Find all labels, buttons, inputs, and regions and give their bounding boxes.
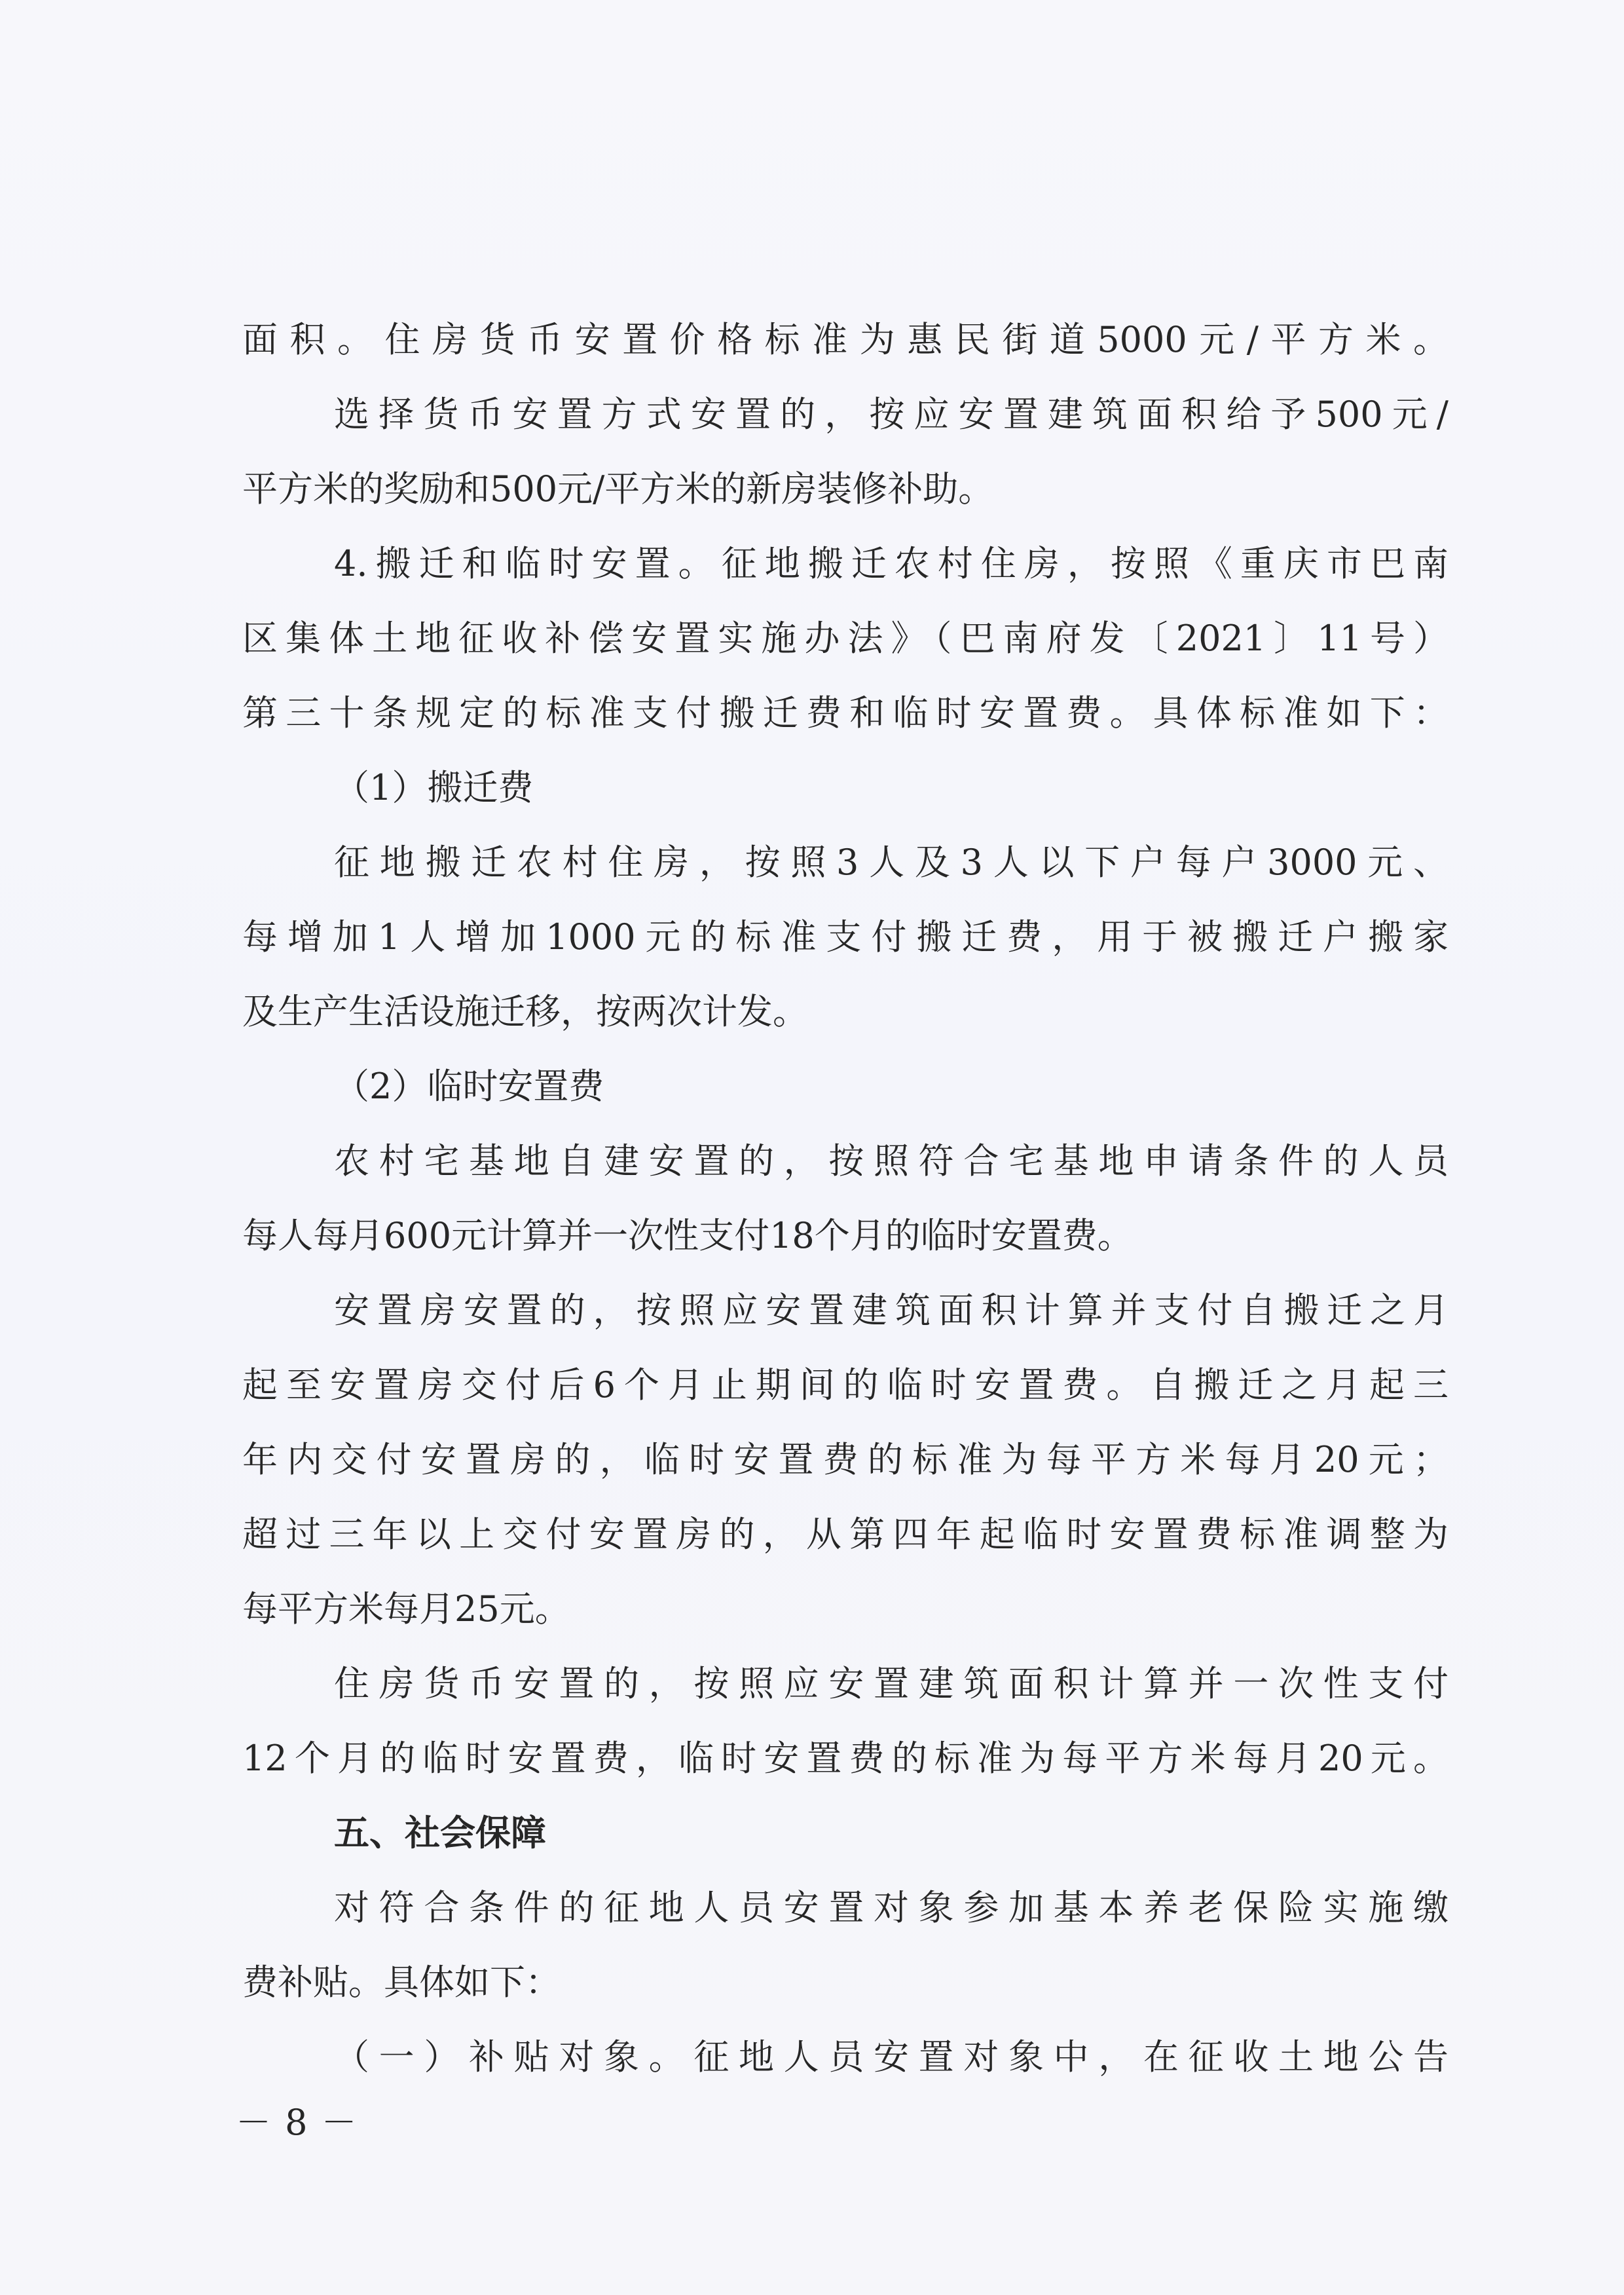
text-line: 征地搬迁农村住房，按照3人及3人以下户每户3000元、: [334, 842, 1449, 883]
text-line: 年内交付安置房的，临时安置费的标准为每平方米每月20元；: [242, 1439, 1449, 1480]
subheading-relocation-fee: （1）搬迁费: [334, 767, 534, 808]
text-line: 安置房安置的，按照应安置建筑面积计算并支付自搬迁之月: [334, 1290, 1449, 1331]
text-line: 每增加1人增加1000元的标准支付搬迁费，用于被搬迁户搬家: [242, 916, 1449, 958]
text-line: 农村宅基地自建安置的，按照符合宅基地申请条件的人员: [334, 1140, 1449, 1182]
text-line: 每人每月600元计算并一次性支付18个月的临时安置费。: [242, 1215, 1133, 1256]
text-line: 4.搬迁和临时安置。征地搬迁农村住房，按照《重庆市巴南: [334, 543, 1449, 584]
text-line: 区集体土地征收补偿安置实施办法》（巴南府发〔2021〕11号）: [242, 618, 1449, 659]
page-number: － 8 －: [236, 2102, 358, 2143]
text-line: 面积。住房货币安置价格标准为惠民街道5000元/平方米。: [242, 319, 1449, 360]
text-line: 12个月的临时安置费，临时安置费的标准为每平方米每月20元。: [242, 1738, 1449, 1779]
text-line: 选择货币安置方式安置的，按应安置建筑面积给予500元/: [334, 394, 1449, 435]
text-line: 及生产生活设施迁移，按两次计发。: [242, 991, 808, 1032]
text-line: 住房货币安置的，按照应安置建筑面积计算并一次性支付: [334, 1663, 1449, 1704]
text-line: 对符合条件的征地人员安置对象参加基本养老保险实施缴: [334, 1887, 1449, 1928]
text-line: 起至安置房交付后6个月止期间的临时安置费。自搬迁之月起三: [242, 1364, 1449, 1406]
text-line: 费补贴。具体如下：: [242, 1962, 561, 2003]
text-line: 超过三年以上交付安置房的，从第四年起临时安置费标准调整为: [242, 1514, 1449, 1555]
text-line: 每平方米每月25元。: [242, 1588, 570, 1630]
document-body: [242, 303, 1449, 2095]
section-heading-social-security: 五、社会保障: [334, 1812, 546, 1854]
text-line: 第三十条规定的标准支付搬迁费和临时安置费。具体标准如下：: [242, 692, 1449, 734]
text-line: 平方米的奖励和500元/平方米的新房装修补助。: [242, 468, 994, 510]
subheading-temporary-fee: （2）临时安置费: [334, 1066, 604, 1107]
text-line: （一）补贴对象。征地人员安置对象中，在征收土地公告: [334, 2036, 1449, 2078]
